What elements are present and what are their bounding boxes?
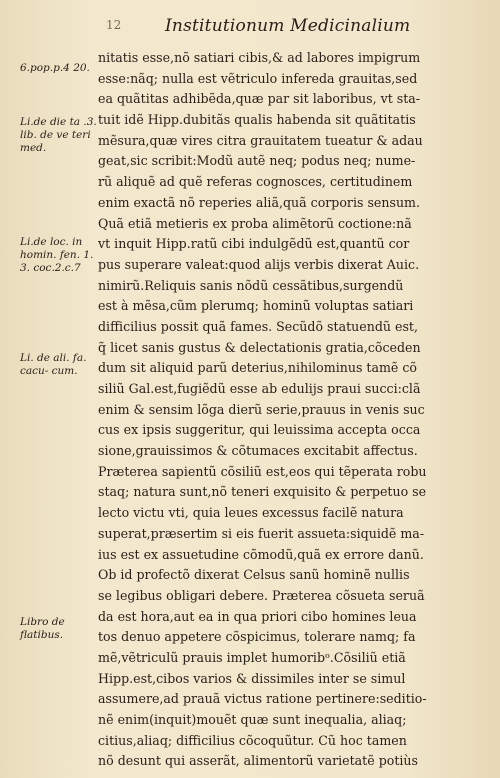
margin-note: Li.de loc. in homin. fen. 1. 3. coc.2.c.7 (20, 236, 94, 274)
margin-note: 6.pop.p.4 20. (20, 62, 90, 74)
text-line: pus superare valeat:quod alijs verbis dixerat Auic. (98, 256, 420, 272)
text-line: ea quãtitas adhibẽda,quæ par sit laboribus, vt sta- (98, 91, 421, 107)
text-line: esse:nãq; nulla est vẽtriculo infereda grauitas,sed (98, 70, 418, 86)
text-line: siliũ Gal.est,fugiẽdũ esse ab edulijs praui succi:clã (98, 381, 421, 396)
text-line: rũ aliquẽ ad quẽ referas cognosces, certitudinem (98, 174, 413, 190)
text-line: dum sit aliquid parũ deterius,nihilominus tamẽ cõ (98, 360, 418, 376)
text-line: superat,præsertim si eis fuerit assueta:siquidẽ ma- (98, 525, 425, 541)
text-line: enim & sensim lõga dierũ serie,prauus in venis suc (98, 401, 425, 417)
text-line: se legibus obligari debere. Præterea cõsueta seruã (98, 587, 425, 603)
text-line: citius,aliaq; difficilius cõcoquũtur. Cũ hoc tamen (98, 732, 407, 748)
main-text-block (98, 48, 470, 772)
text-line: nẽ enim(inquit)mouẽt quæ sunt inequalia, aliaq; (98, 712, 407, 727)
text-line: est à mẽsa,cũm plerumq; hominũ voluptas satiari (98, 298, 414, 314)
running-title: Institutionum Medicinalium (165, 16, 411, 36)
text-line: nõ desunt qui asserãt, alimentorũ varietatẽ potiùs (98, 753, 419, 769)
text-line: da est hora,aut ea in qua priori cibo homines leua (98, 608, 417, 624)
text-line: q̃ licet sanis gustus & delectationis gratia,cõceden (98, 339, 421, 355)
text-line: staq; natura sunt,nõ teneri exquisito & perpetuo se (98, 484, 427, 500)
text-line: Hipp.est,cibos varios & dissimiles inter se simul (98, 670, 406, 686)
text-line: nitatis esse,nõ satiari cibis,& ad labores impigrum (98, 50, 421, 65)
folio-number: 12 (106, 18, 122, 32)
page-header (0, 14, 500, 38)
text-line: vt inquit Hipp.ratũ cibi indulgẽdũ est,quantũ cor (98, 236, 410, 252)
text-line: sione,grauissimos & cõtumaces excitabit affectus. (98, 443, 418, 459)
text-line: mẽsura,quæ vires citra grauitatem tueatur & adau (98, 132, 423, 148)
text-line: assumere,ad prauã victus ratione pertinere:seditio- (98, 691, 427, 707)
text-line: tuit idẽ Hipp.dubitãs qualis habenda sit quãtitatis (98, 112, 416, 128)
text-line: Ob id profectõ dixerat Celsus sanũ hominẽ nullis (98, 567, 410, 583)
margin-note: Li.de die ta .3. lib. de ve teri med. (20, 116, 97, 154)
text-line: geat,sic scribit:Modũ autẽ neq; podus neq; nume- (98, 153, 416, 169)
text-line: cus ex ipsis suggeritur, qui leuissima accepta occa (98, 422, 421, 438)
text-line: nimirũ.Reliquis sanis nõdũ cessãtibus,surgendũ (98, 277, 404, 293)
text-line: ius est ex assuetudine cõmodũ,quã ex errore danũ. (98, 546, 424, 562)
text-line: lecto victu vti, quia leues excessus facilẽ natura (98, 505, 404, 521)
margin-note: Libro de flatibus. (20, 616, 65, 641)
margin-note: Li. de ali. fa. cacu- cum. (20, 352, 87, 377)
text-line: Quã etiã metieris ex proba alimẽtorũ coctione:nã (98, 215, 412, 231)
text-line: difficilius possit quã fames. Secũdõ statuendũ est, (98, 318, 418, 334)
text-line: enim exactã nõ reperies aliã,quã corporis sensum. (98, 194, 420, 210)
text-line: mẽ,vẽtriculũ prauis implet humoribᵒ.Cõsiliũ etiã (98, 649, 406, 665)
text-line: Præterea sapientũ cõsiliũ est,eos qui tẽperata robu (98, 463, 427, 479)
text-line: tos denuo appetere cõspicimus, tolerare namq; fa (98, 629, 416, 645)
